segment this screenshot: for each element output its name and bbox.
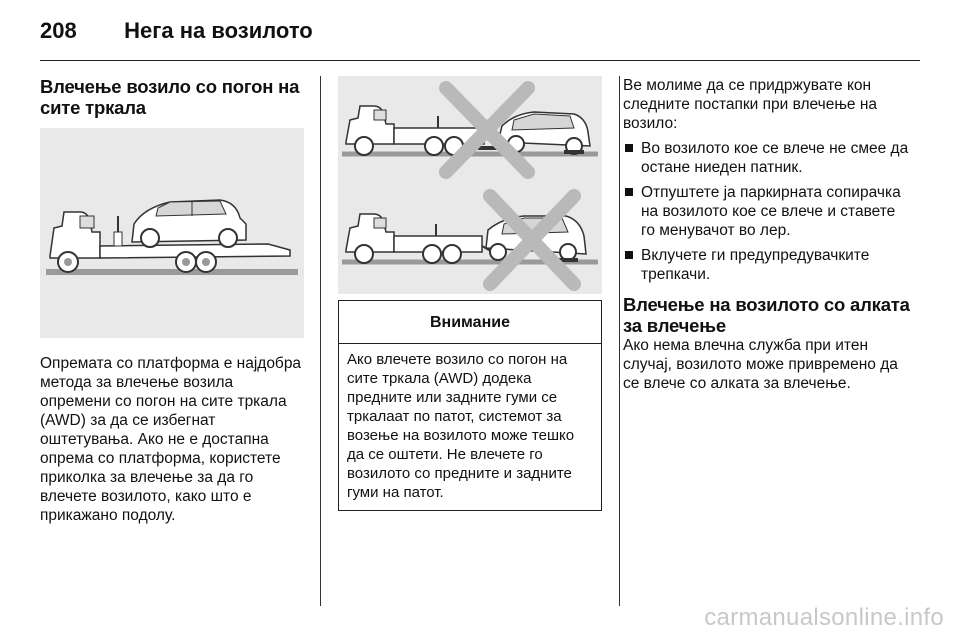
bullet-square-icon: [625, 251, 633, 259]
column-1: [40, 76, 304, 525]
flatbed-tow-illustration: [40, 128, 304, 338]
column-divider-2: [619, 76, 620, 606]
warning-text: Ако влечете возило со погон на сите тркала (AWD) додека предните или задните гуми се тркалаат по патот, системот за возење на возилото може тешко да се оштети. Не влечете го возилото со предните и задните гуми на патот.: [347, 351, 575, 501]
procedure-list: [623, 139, 913, 284]
column-divider-1: [320, 76, 321, 606]
header-rule: [40, 60, 920, 61]
page-header: [40, 18, 313, 44]
prohibited-towing-drawing: [338, 76, 602, 294]
flatbed-truck-drawing: [40, 128, 304, 338]
column-2: [338, 76, 602, 511]
flatbed-paragraph: Опремата со платформа е најдобра метода за влечење возила опремени со погон на сите тркала (AWD) за да се избегнат оштетувања. Ако не е достапна опрема со платформа, користете приколка за влечење за да го влечете возилото, како што е прикажано подолу.: [40, 355, 302, 524]
list-item: [623, 139, 913, 177]
watermark: carmanualsonline.info: [704, 604, 944, 631]
bullet-square-icon: [625, 188, 633, 196]
list-item: [623, 246, 913, 284]
warning-title: Внимание: [339, 301, 601, 344]
bullet-square-icon: [625, 144, 633, 152]
tow-eye-paragraph: Ако нема влечна служба при итен случај, возилото може привремено да се влече со алката за влечење.: [623, 337, 898, 392]
column-3: [623, 76, 913, 393]
page-number: 208: [40, 18, 77, 43]
procedure-intro: Ве молиме да се придржувате кон следните постапки при влечење на возило:: [623, 77, 878, 132]
list-item-text: Вклучете ги предупредувачките трепкачи.: [641, 247, 870, 283]
section-heading-tow-eye: Влечење на возилото со алката за влечење: [623, 294, 910, 336]
list-item-text: Во возилото кое се влече не смее да остане ниеден патник.: [641, 140, 909, 176]
list-item-text: Отпуштете ја паркирната сопирачка на возилото кое се влече и ставете го менувачот во лер.: [641, 184, 901, 239]
warning-box: [338, 300, 602, 511]
wheel-lift-prohibited-illustration: [338, 76, 602, 294]
section-heading-awd: Влечење возило со погон на сите тркала: [40, 76, 300, 118]
list-item: [623, 183, 913, 240]
page-title: Нега на возилото: [124, 18, 313, 43]
